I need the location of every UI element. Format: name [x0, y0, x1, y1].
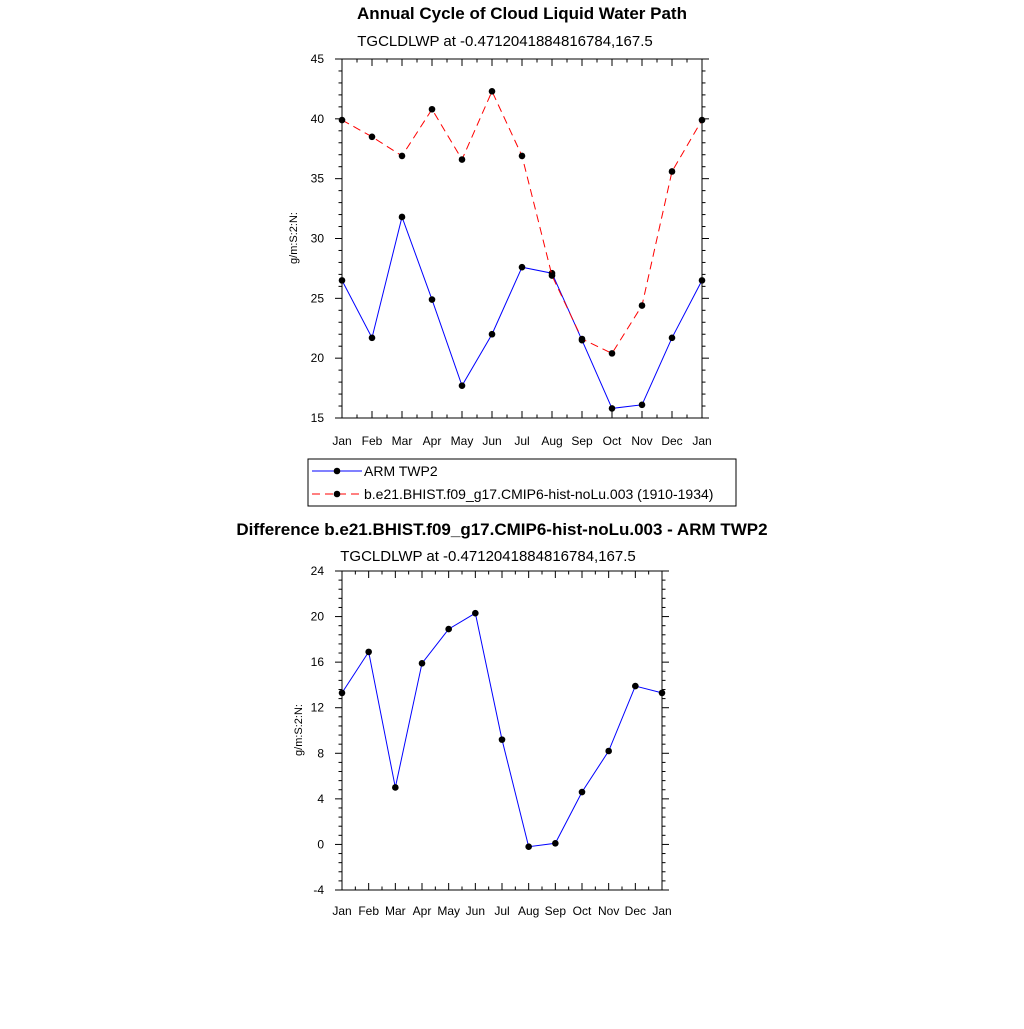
x-tick-label: Sep: [571, 434, 593, 448]
chart-subtitle: TGCLDLWP at -0.4712041884816784,167.5: [357, 33, 653, 50]
y-tick-label: 20: [310, 609, 324, 624]
plot-frame: [342, 59, 702, 418]
legend-label-model: b.e21.BHIST.f09_g17.CMIP6-hist-noLu.003 (1910-1934): [364, 486, 714, 502]
x-tick-label: Jan: [692, 434, 712, 448]
data-point: [472, 610, 479, 617]
x-tick-label: Oct: [572, 904, 592, 918]
plot-area: [311, 52, 712, 448]
x-tick-label: Mar: [391, 434, 413, 448]
data-point: [669, 335, 676, 342]
data-point: [419, 660, 426, 667]
y-tick-label: 8: [317, 746, 324, 761]
data-point: [392, 784, 399, 791]
data-point: [699, 117, 706, 124]
x-tick-label: Jun: [465, 904, 486, 918]
data-point: [639, 302, 646, 309]
plot-frame: [342, 571, 662, 890]
legend-marker-model: [334, 491, 341, 498]
x-tick-label: Aug: [517, 904, 540, 918]
data-point: [579, 789, 586, 796]
legend: [308, 459, 736, 506]
y-tick-label: 40: [310, 111, 324, 126]
y-tick-label: 12: [310, 700, 324, 715]
data-point: [552, 840, 559, 847]
data-point: [459, 156, 466, 163]
data-point: [429, 296, 436, 303]
x-tick-label: May: [450, 434, 474, 448]
data-point: [339, 690, 346, 697]
y-axis-label: g/m:S:2:N:: [293, 704, 305, 756]
data-point: [399, 214, 406, 221]
legend-label-arm: ARM TWP2: [364, 463, 438, 479]
data-point: [499, 736, 506, 743]
data-point: [609, 405, 616, 412]
y-tick-label: 45: [310, 52, 324, 66]
x-tick-label: Nov: [597, 904, 620, 918]
data-point: [639, 402, 646, 409]
x-tick-label: Dec: [624, 904, 647, 918]
x-tick-label: Feb: [361, 434, 383, 448]
data-point: [445, 626, 452, 633]
chart-subtitle: TGCLDLWP at -0.4712041884816784,167.5: [340, 548, 636, 565]
data-point: [699, 277, 706, 284]
y-tick-label: 0: [317, 837, 324, 852]
x-tick-label: May: [437, 904, 461, 918]
x-tick-label: Apr: [412, 904, 432, 918]
data-point: [459, 382, 466, 389]
x-tick-label: Mar: [384, 904, 406, 918]
difference-panel: [236, 520, 767, 918]
x-tick-label: Oct: [602, 434, 622, 448]
series-line-0: [342, 613, 662, 847]
y-tick-label: 24: [310, 564, 324, 578]
y-tick-label: 16: [310, 655, 324, 670]
x-tick-label: Apr: [422, 434, 442, 448]
data-point: [549, 272, 556, 279]
y-tick-label: 4: [317, 791, 324, 806]
x-tick-label: Sep: [544, 904, 567, 918]
data-point: [369, 335, 376, 342]
data-point: [489, 331, 496, 338]
data-point: [632, 683, 639, 690]
y-tick-label: 35: [310, 171, 324, 186]
series-layer: [339, 610, 666, 850]
chart-title: Difference b.e21.BHIST.f09_g17.CMIP6-hist-noLu.003 - ARM TWP2: [236, 520, 768, 539]
x-tick-label: Jan: [332, 904, 352, 918]
y-tick-label: 20: [310, 351, 324, 366]
data-point: [605, 748, 612, 755]
data-point: [519, 153, 526, 160]
y-tick-label: -4: [313, 883, 324, 897]
x-tick-label: Dec: [661, 434, 683, 448]
data-point: [369, 133, 376, 140]
annual-cycle-panel: [288, 4, 736, 506]
plot-area: [311, 564, 672, 918]
legend-marker-arm: [334, 468, 341, 475]
chart-title: Annual Cycle of Cloud Liquid Water Path: [357, 4, 687, 23]
data-point: [525, 843, 532, 850]
legend-item-model: [312, 486, 713, 502]
data-point: [489, 88, 496, 95]
data-point: [365, 649, 372, 656]
data-point: [519, 264, 526, 271]
series-layer: [339, 88, 706, 412]
x-tick-label: Feb: [358, 904, 380, 918]
data-point: [339, 117, 346, 124]
data-point: [579, 336, 586, 343]
x-tick-label: Jan: [652, 904, 672, 918]
x-tick-label: Jul: [494, 904, 510, 918]
x-tick-label: Aug: [541, 434, 563, 448]
x-tick-label: Jul: [514, 434, 530, 448]
y-axis-label: g/m:S:2:N:: [288, 212, 300, 264]
x-tick-label: Jun: [482, 434, 502, 448]
x-tick-label: Jan: [332, 434, 352, 448]
series-line-0: [342, 217, 702, 408]
y-tick-label: 15: [310, 411, 324, 425]
data-point: [339, 277, 346, 284]
series-line-1: [342, 91, 702, 353]
x-tick-label: Nov: [631, 434, 653, 448]
data-point: [659, 690, 666, 697]
data-point: [399, 153, 406, 160]
data-point: [609, 350, 616, 357]
y-tick-label: 30: [310, 231, 324, 246]
y-tick-label: 25: [310, 291, 324, 306]
data-point: [429, 106, 436, 113]
data-point: [669, 168, 676, 175]
